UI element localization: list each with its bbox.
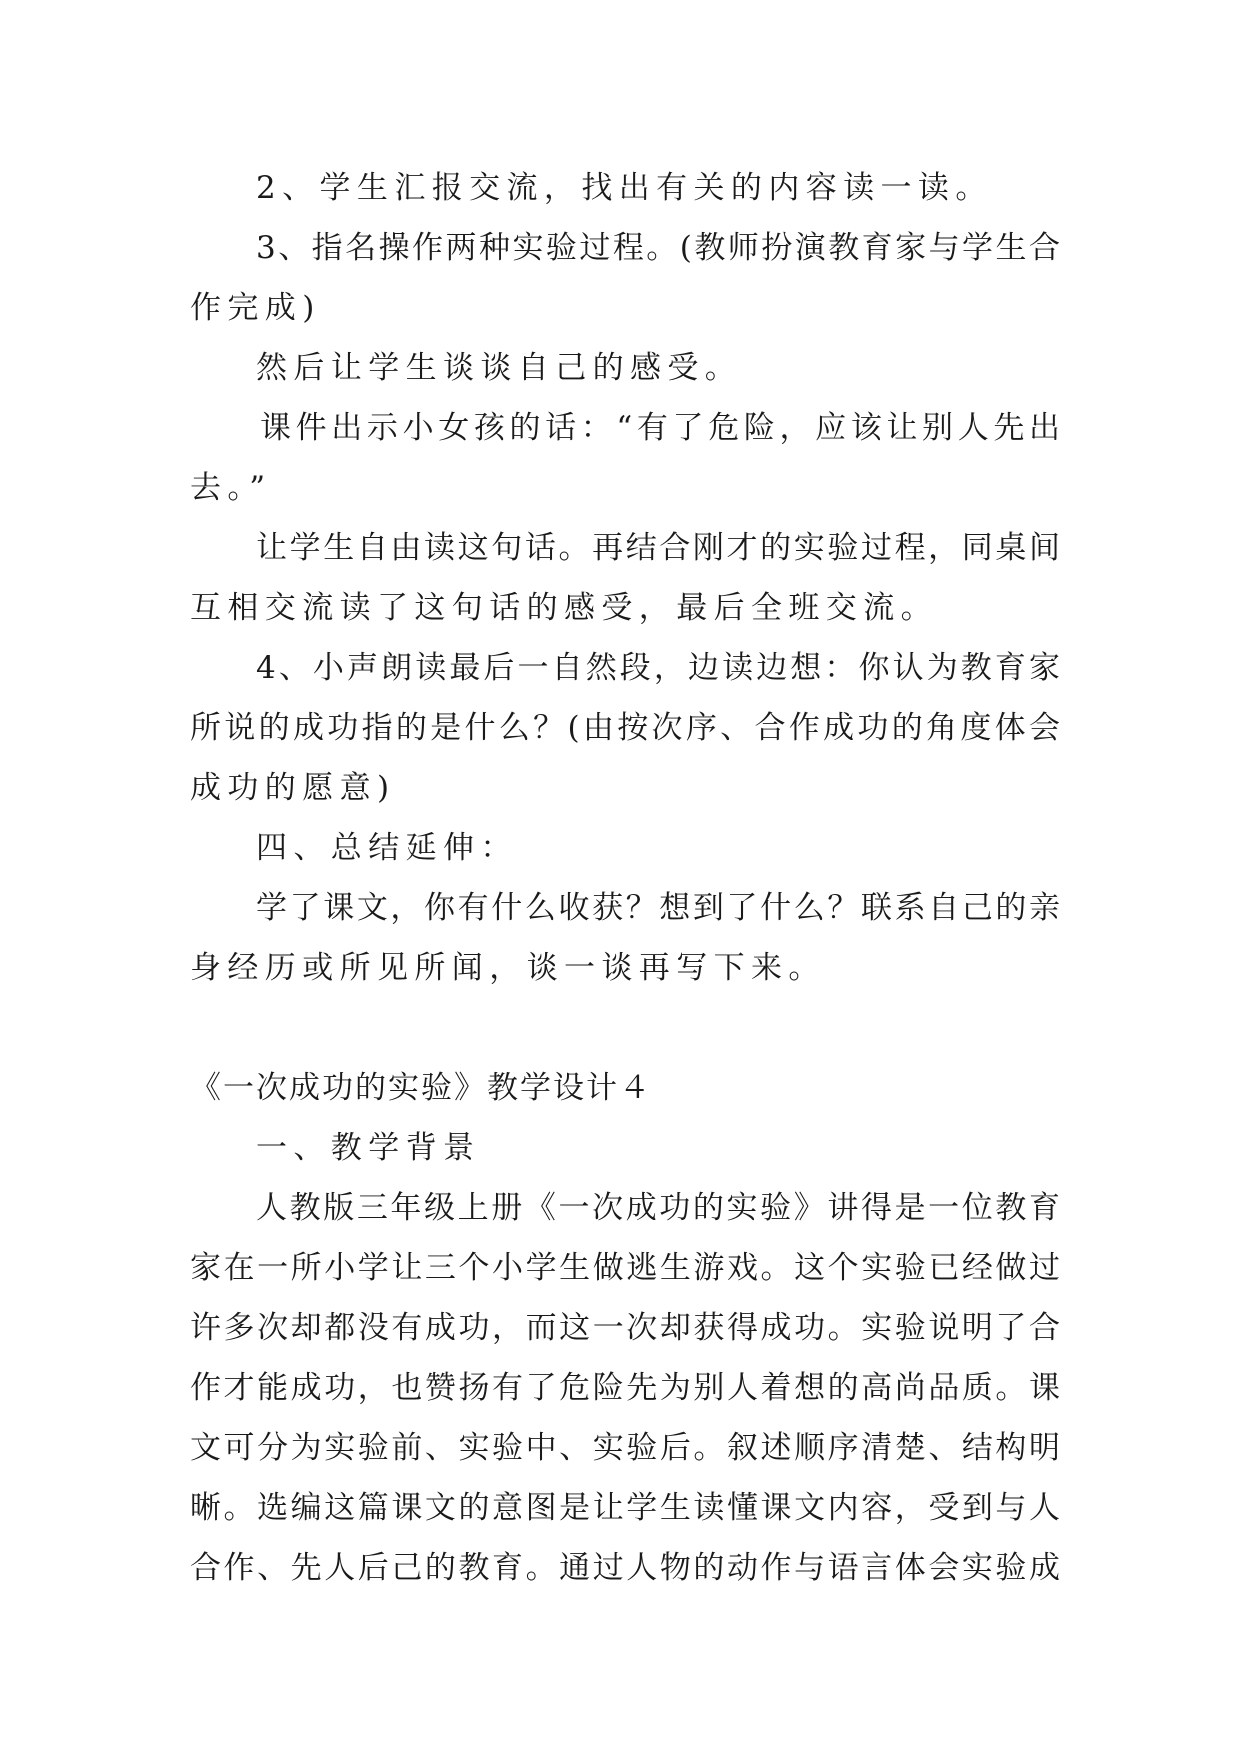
background-line: 合作、先人后己的教育。通过人物的动作与语言体会实验成 <box>190 1550 1060 1586</box>
background-line: 作才能成功，也赞扬有了危险先为别人着想的高尚品质。课 <box>190 1370 1060 1406</box>
paragraph-line: 学了课文，你有什么收获？想到了什么？联系自己的亲 <box>256 890 1060 926</box>
paragraph-line: 2、学生汇报交流，找出有关的内容读一读。 <box>256 170 993 206</box>
paragraph-line: 让学生自由读这句话。再结合刚才的实验过程，同桌间 <box>256 530 1060 566</box>
paragraph-line: 作完成) <box>190 290 321 326</box>
paragraph-line: 四、总结延伸： <box>256 830 518 866</box>
background-line: 文可分为实验前、实验中、实验后。叙述顺序清楚、结构明 <box>190 1430 1060 1466</box>
background-line: 一、教学背景 <box>256 1130 481 1166</box>
paragraph-line: 4、小声朗读最后一自然段，边读边想：你认为教育家 <box>256 650 1060 686</box>
background-line: 许多次却都没有成功，而这一次却获得成功。实验说明了合 <box>190 1310 1060 1346</box>
background-line: 家在一所小学让三个小学生做逃生游戏。这个实验已经做过 <box>190 1250 1060 1286</box>
paragraph-line: 然后让学生谈谈自己的感受。 <box>256 350 743 386</box>
paragraph-line: 互相交流读了这句话的感受，最后全班交流。 <box>190 590 938 626</box>
background-line: 晰。选编这篇课文的意图是让学生读懂课文内容，受到与人 <box>190 1490 1060 1526</box>
teaching-background <box>190 1118 1060 1598</box>
paragraph-line: 课件出示小女孩的话：“有了危险，应该让别人先出 <box>260 410 1060 446</box>
document-body <box>190 158 1060 1598</box>
paragraph-line: 身经历或所见所闻，谈一谈再写下来。 <box>190 950 826 986</box>
background-line: 人教版三年级上册《一次成功的实验》讲得是一位教育 <box>256 1190 1060 1226</box>
paragraph-line: 3、指名操作两种实验过程。(教师扮演教育家与学生合 <box>256 230 1060 266</box>
section-gap <box>190 998 1060 1058</box>
paragraph-line: 成功的愿意) <box>190 770 396 806</box>
lesson-steps <box>190 158 1060 998</box>
section-title: 《一次成功的实验》教学设计４ <box>190 1070 652 1106</box>
paragraph-line: 所说的成功指的是什么？(由按次序、合作成功的角度体会 <box>190 710 1060 746</box>
paragraph-line: 去。” <box>190 470 272 506</box>
